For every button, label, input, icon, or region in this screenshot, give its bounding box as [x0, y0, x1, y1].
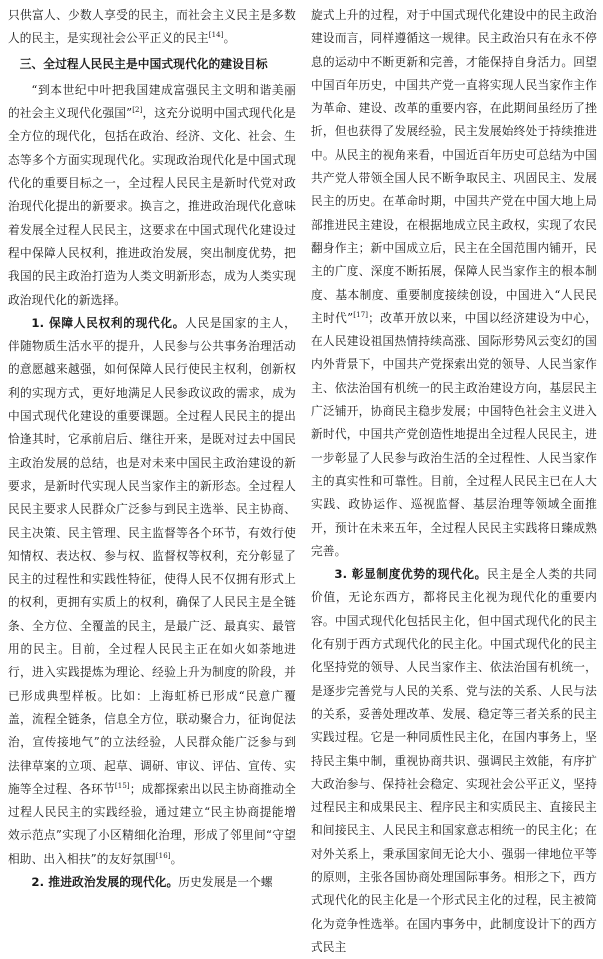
body-text: 历史发展是一个螺 [178, 874, 273, 889]
body-paragraph [8, 79, 296, 312]
citation: [15] [114, 781, 130, 790]
citation: [14] [208, 31, 224, 40]
section-heading: 三、全过程人民民主是中国式现代化的建设目标 [19, 56, 268, 71]
body-text: 人民是国家的主人，伴随物质生活水平的提升，人民参与公共事务治理活动的意愿越来越强，如何保障人民行使民主权利，创新权利的实现方式，更好地满足人民参政议政的需求，成为中国式现代化建设的重要课题。全过程人民民主的提出恰逢其时，它承前启后、继往开来，是既对过去中国民主政治发展的总结，也是对未来中国民主政治建设的新要求，是新时代实现人民当家作主的新形态。全过程人民民主要求人民群众广泛参与到民主选举、民主协商、民主决策、民主管理、民主监督等各个环节，有效行使知情权、表达权、参与权、监督权等权利，充分彰显了民主的过程性和实践性特征，使得人民不仅拥有形式上的权利，更拥有实质上的权利，确保了人民民主是全链条、全方位、全覆盖的民主，是最广泛、最真实、最管用的民主。目前，全过程人民民主正在如火如荼地进行，进入实践提炼为理论、经验上升为制度的阶段，并已形成典型样板。比如：上海虹桥已形成“民意广覆盖，流程全链条，信息全方位，联动聚合力，征询促法治，宣传接地气”的立法经验，人民群众能广泛参与到法律草案的立项、起草、调研、审议、评估、宣传、实施等全过程、各环节 [8, 315, 296, 796]
left-column [8, 4, 296, 894]
intro-text: 只供富人、少数人享受的民主，而社会主义民主是多数人的民主，是实现社会公平正义的民主 [8, 8, 296, 46]
body-paragraph [8, 312, 296, 871]
body-paragraph [311, 4, 597, 563]
body-text: 旋式上升的过程，对于中国式现代化建设中的民主政治建设而言，同样遵循这一规律。民主政治只有在永不停息的运动中不断更新和完善，才能保持自身活力。回望中国百年历史，中国共产党一直将实现人民当家作主作为革命、建设、改革的重要内容，在此期间虽经历了挫折，但也获得了发展经验，民主发展始终处于持续推进中。从民主的视角来看，中国近百年历史可总结为中国共产党人带领全国人民不断争取民主、巩固民主、发展民主的历史。在革命时期，中国共产党在中国大地上局部推进民主建设，在根据地成立民主政权，实现了农民翻身作主；新中国成立后，民主在全国范围内铺开，民主的广度、深度不断拓展，保障人民当家作主的根本制度、基本制度、重要制度接续创设，中国进入“人民民主时代” [311, 8, 597, 325]
punctuation: 。 [223, 31, 236, 46]
subsection-lead: 2. 推进政治发展的现代化。 [31, 874, 179, 889]
citation: [2] [132, 106, 143, 115]
subsection-lead: 3. 彰显制度优势的现代化。 [334, 567, 487, 582]
citation: [16] [155, 851, 171, 860]
body-text: ；成都探索出以民主协商推动全过程人民民主的实践经验，通过建立“民主协商提能增效示范点”实现了小区精细化治理，形成了邻里间“守望相助、出入相扶”的友好氛围 [8, 781, 296, 866]
body-text: ；改革开放以来，中国以经济建设为中心，在人民建设祖国热情持续高涨、国际形势风云变幻的国内外背景下，中国共产党探索出党的领导、人民当家作主、依法治国有机统一的民主政治建设方向，基层民主广泛铺开，协商民主稳步发展；中国特色社会主义进入新时代，中国共产党创造性地提出全过程人民民主，进一步彰显了人民参与政治生活的全过程性、人民当家作主的真实性和可靠性。目前，全过程人民民主已在人大实践、政协运作、巡视监督、基层治理等领域全面推开，预计在未来五年，全过程人民民主实践将日臻成熟完善。 [311, 310, 597, 558]
body-text: ，这充分说明中国式现代化是全方位的现代化，包括在政治、经济、文化、社会、生态等多个方面实现现代化。实现政治现代化是中国式现代化的重要目标之一，全过程人民民主是新时代党对政治现代化提出的新要求。换言之，推进政治现代化意味着发展全过程人民民主，这要求在中国式现代化建设过程中保障人民权利，推进政治发展，突出制度优势，把我国的民主政治打造为人类文明新形态，成为人类实现政治现代化的新选择。 [8, 106, 297, 307]
subsection-lead: 1. 保障人民权利的现代化。 [31, 315, 186, 330]
right-column [311, 4, 597, 959]
body-paragraph [311, 563, 597, 959]
citation: [17] [353, 310, 369, 319]
intro-paragraph [8, 4, 296, 51]
quote-text: “到本世纪中叶把我国建成富强民主文明和谐美丽的社会主义现代化强国” [8, 82, 296, 121]
body-paragraph [8, 871, 296, 894]
body-text: 民主是全人类的共同价值，无论东西方，都将民主化视为现代化的重要内容。中国式现代化包括民主化，但中国式现代化的民主化有别于西方式现代化的民主化。中国式现代化的民主化坚持党的领导、人民当家作主、依法治国有机统一，是逐步完善党与人民的关系、党与法的关系、人民与法的关系，妥善处理改革、发展、稳定等三者关系的民主实践过程。它是一种同质性民主化，在国内事务上，坚持民主集中制，重视协商共识、强调民主效能，有序扩大政治参与、保持社会稳定、实现社会公平正义，坚持过程民主和成果民主、程序民主和实质民主、直接民主和间接民主、人民民主和国家意志相统一的民主化；在对外关系上，秉承国家间无论大小、强弱一律地位平等的原则，主张各国协商处理国际事务。相形之下，西方式现代化的民主化是一个形式民主化的过程，民主被简化为竞争性选举。在国内事务中，此制度设计下的西方式民主 [311, 567, 597, 954]
punctuation: 。 [170, 851, 183, 866]
